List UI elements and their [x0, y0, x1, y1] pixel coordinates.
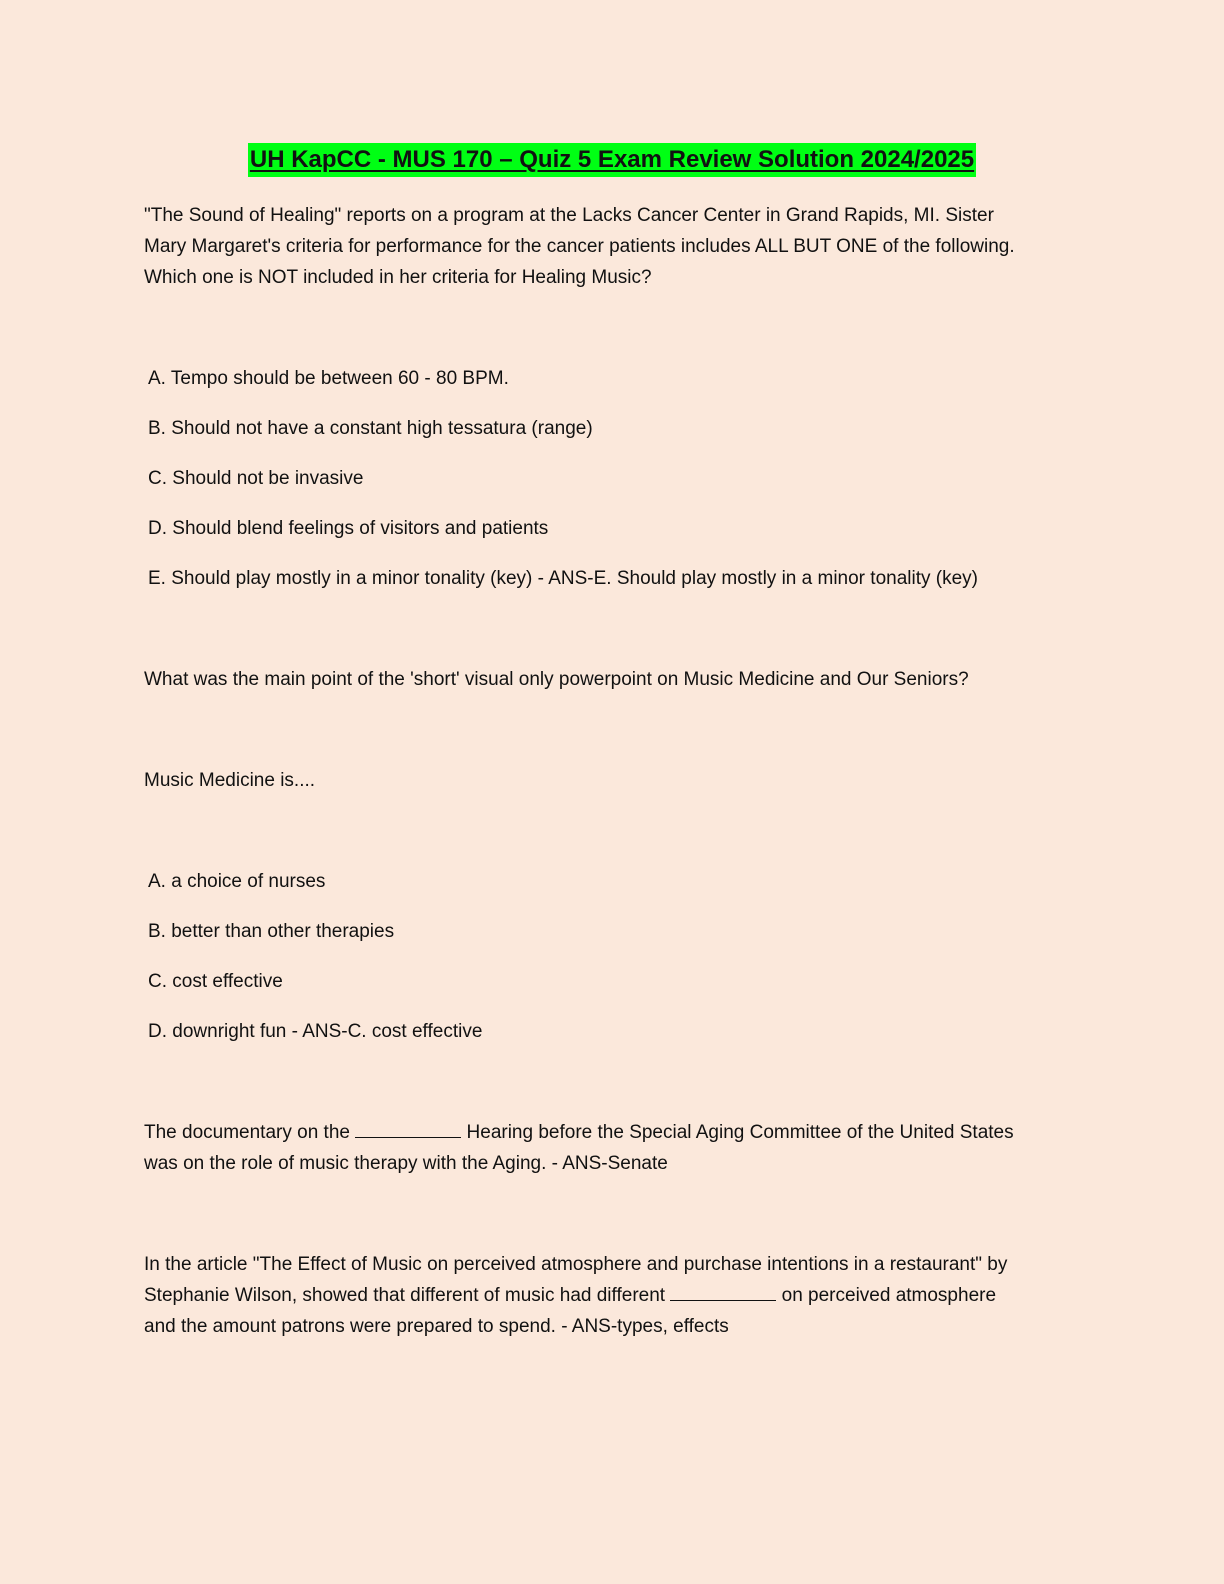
question-3 — [144, 1117, 1084, 1179]
question-4-line-1: In the article "The Effect of Music on perceived atmosphere and purchase intentions in a restaurant" by — [144, 1254, 1008, 1275]
question-2-option-a: A. a choice of nurses — [148, 871, 326, 892]
fill-in-blank — [355, 1119, 461, 1138]
question-2-option-c: C. cost effective — [148, 971, 283, 992]
question-1-prompt-line: Mary Margaret's criteria for performance for the cancer patients includes ALL BUT ONE of the following. — [144, 236, 1015, 257]
question-1-prompt-line: Which one is NOT included in her criteria for Healing Music? — [144, 267, 652, 288]
question-2-stem: Music Medicine is.... — [144, 770, 316, 791]
question-3-text: Hearing before the Special Aging Committee of the United States — [461, 1122, 1014, 1143]
question-2-option-b: B. better than other therapies — [148, 921, 395, 942]
fill-in-blank — [670, 1282, 776, 1301]
question-2-prompt: What was the main point of the 'short' visual only powerpoint on Music Medicine and Our Seniors? — [144, 669, 969, 690]
question-4-text: on perceived atmosphere — [776, 1285, 997, 1306]
question-1-option-a: A. Tempo should be between 60 - 80 BPM. — [148, 368, 509, 389]
question-1-option-d: D. Should blend feelings of visitors and patients — [148, 518, 549, 539]
question-3-text: The documentary on the — [144, 1122, 356, 1143]
question-4-line-2 — [144, 1280, 1084, 1311]
question-1-option-c: C. Should not be invasive — [148, 468, 364, 489]
question-4 — [144, 1249, 1084, 1342]
title-container — [0, 143, 1224, 177]
question-3-line-2: was on the role of music therapy with the Aging. - ANS-Senate — [144, 1153, 668, 1174]
question-2-option-d: D. downright fun - ANS-C. cost effective — [148, 1021, 483, 1042]
page-title: UH KapCC - MUS 170 – Quiz 5 Exam Review Solution 2024/2025 — [248, 143, 976, 177]
question-1 — [144, 200, 1084, 594]
question-2 — [144, 664, 1084, 1047]
document-body — [144, 200, 1084, 1342]
question-1-option-b: B. Should not have a constant high tessatura (range) — [148, 418, 593, 439]
question-3-line-1 — [144, 1117, 1084, 1148]
question-1-prompt-line: "The Sound of Healing" reports on a program at the Lacks Cancer Center in Grand Rapids, MI. Sister — [144, 205, 994, 226]
question-4-line-3: and the amount patrons were prepared to spend. - ANS-types, effects — [144, 1316, 729, 1337]
question-1-option-e: E. Should play mostly in a minor tonality (key) - ANS-E. Should play mostly in a minor tonality (key) — [148, 568, 978, 589]
question-4-text: Stephanie Wilson, showed that different of music had different — [144, 1285, 671, 1306]
